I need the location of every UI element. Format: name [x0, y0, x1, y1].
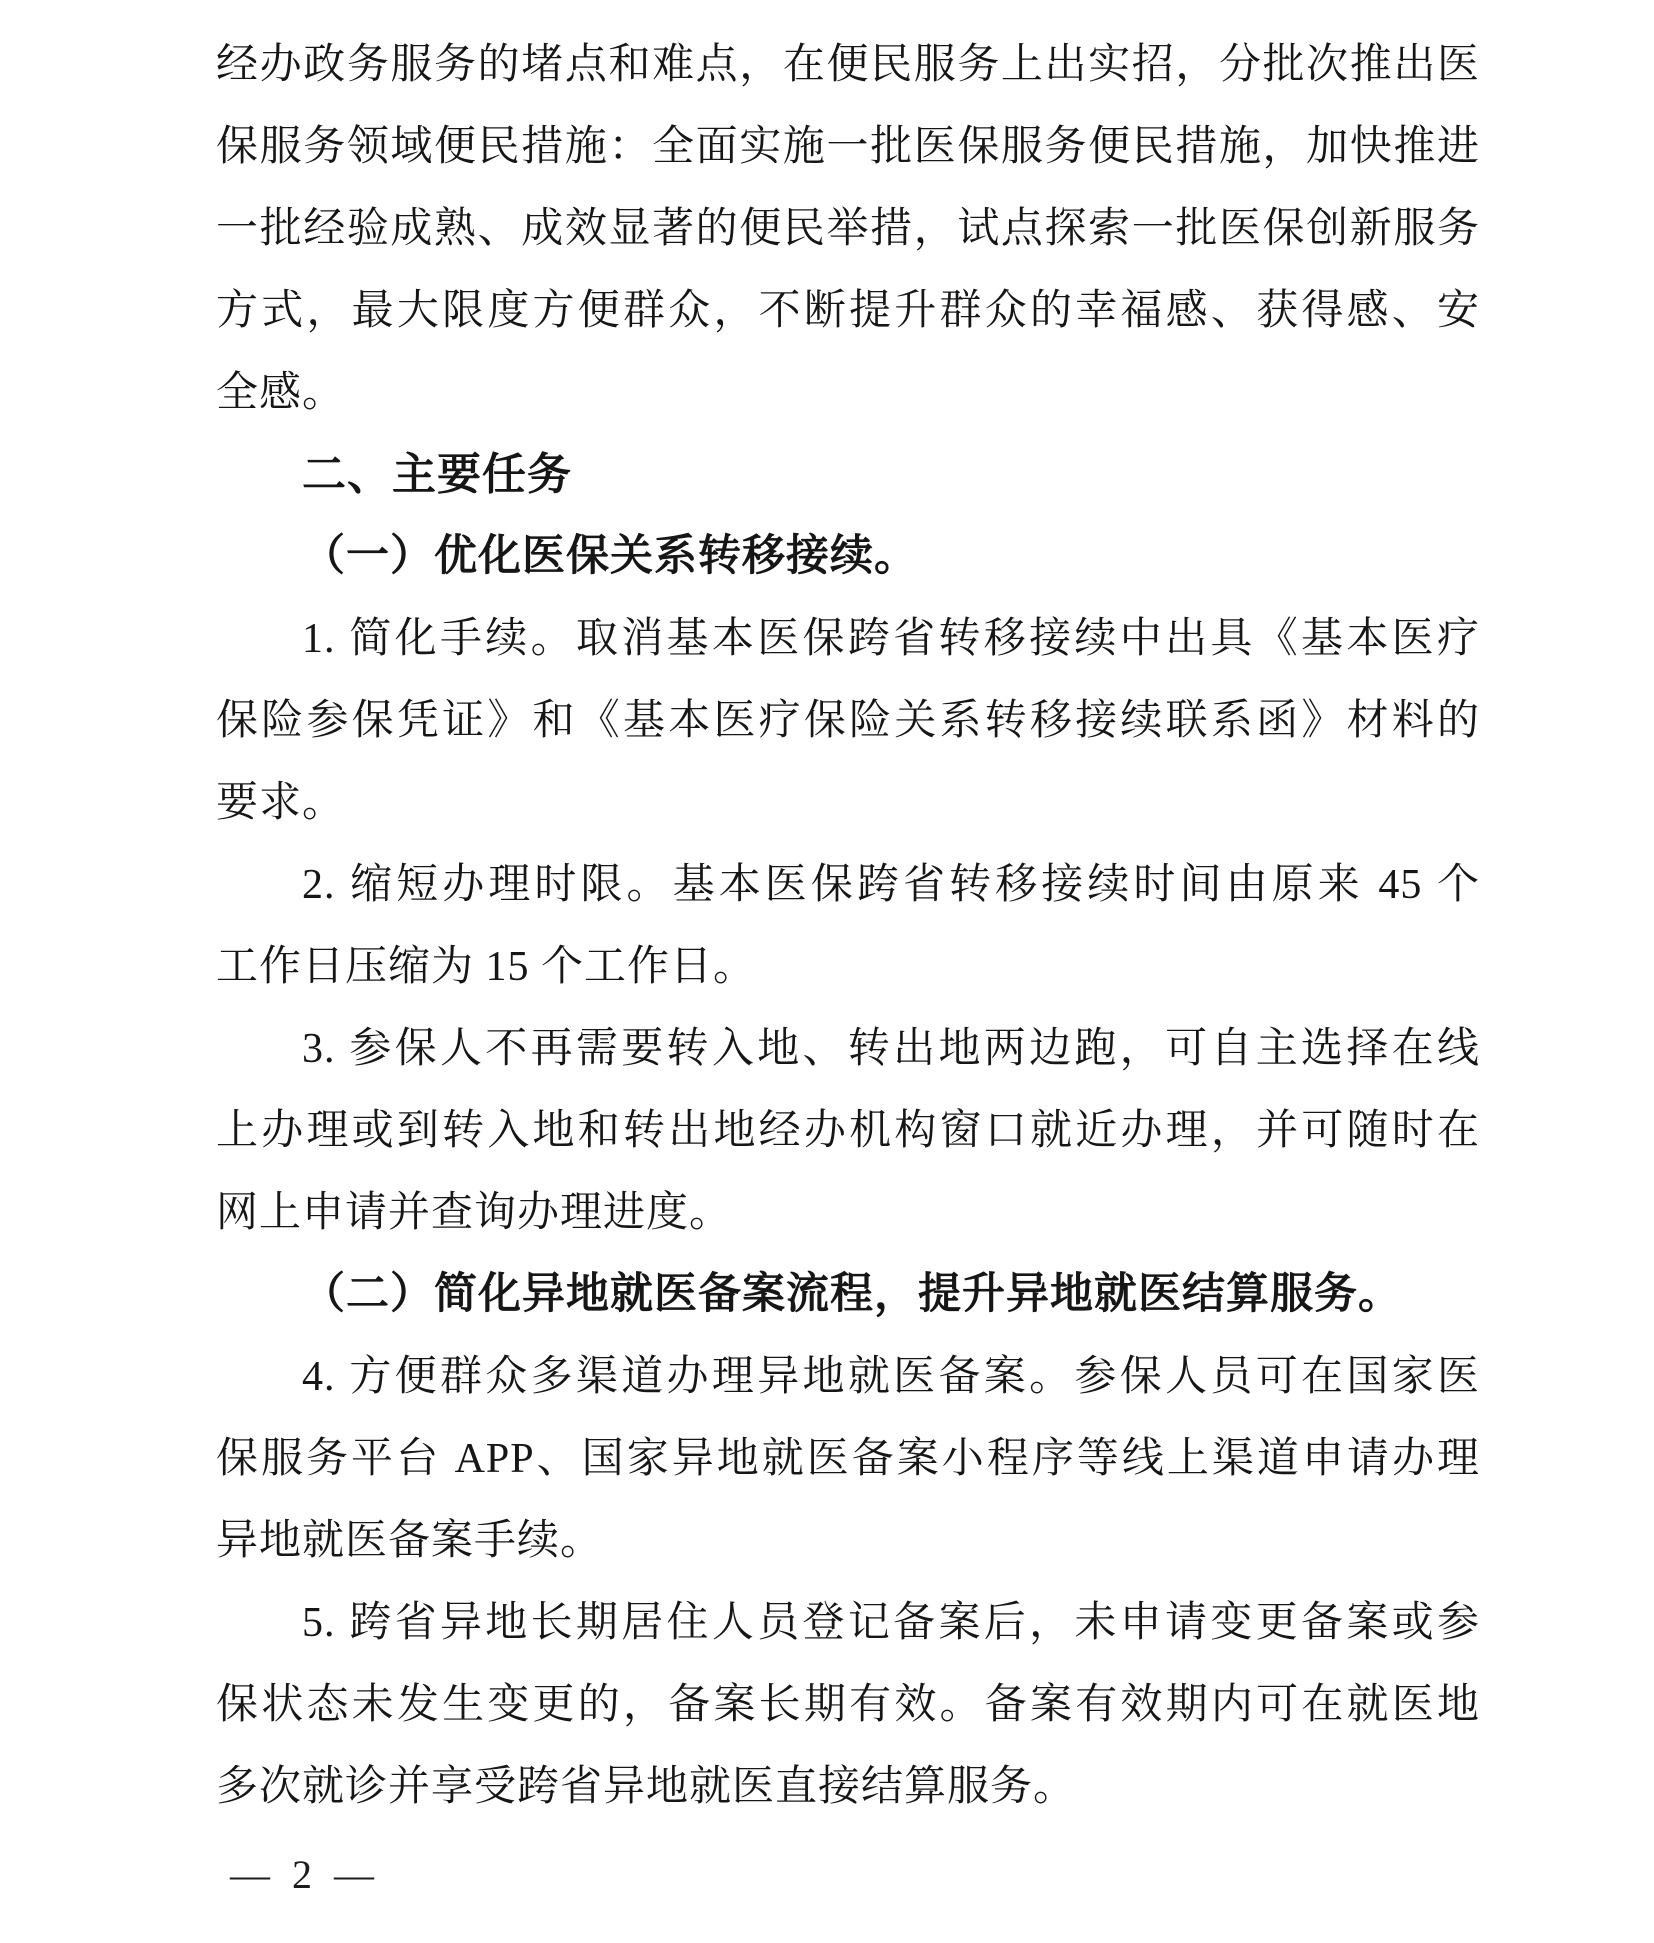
paragraph-line: 保服务领域便民措施：全面实施一批医保服务便民措施，加快推进 [216, 124, 1480, 170]
paragraph-line: 多次就诊并享受跨省异地就医直接结算服务。 [216, 1764, 1077, 1810]
section-heading: 二、主要任务 [302, 450, 572, 499]
paragraph-line: 3. 参保人不再需要转入地、转出地两边跑，可自主选择在线 [302, 1026, 1480, 1072]
paragraph-line: 网上申请并查询办理进度。 [216, 1190, 733, 1236]
paragraph-line: 要求。 [216, 780, 346, 826]
document-body [216, 24, 1480, 1828]
paragraph-line: 异地就医备案手续。 [216, 1518, 604, 1564]
paragraph-line: 保险参保凭证》和《基本医疗保险关系转移接续联系函》材料的 [216, 698, 1480, 744]
paragraph-line: 一批经验成熟、成效显著的便民举措，试点探索一批医保创新服务 [216, 206, 1480, 252]
subsection-heading: （一）优化医保关系转移接续。 [302, 533, 918, 580]
paragraph-line: 5. 跨省异地长期居住人员登记备案后，未申请变更备案或参 [302, 1600, 1480, 1646]
paragraph-line: 保状态未发生变更的，备案长期有效。备案有效期内可在就医地 [216, 1682, 1480, 1728]
paragraph-line: 4. 方便群众多渠道办理异地就医备案。参保人员可在国家医 [302, 1354, 1480, 1400]
paragraph-line: 1. 简化手续。取消基本医保跨省转移接续中出具《基本医疗 [302, 616, 1480, 662]
page-number: — 2 — [230, 1852, 380, 1897]
subsection-heading: （二）简化异地就医备案流程，提升异地就医结算服务。 [302, 1271, 1402, 1318]
paragraph-line: 经办政务服务的堵点和难点，在便民服务上出实招，分批次推出医 [216, 42, 1480, 88]
paragraph-line: 方式，最大限度方便群众，不断提升群众的幸福感、获得感、安 [216, 288, 1480, 334]
paragraph-line: 保服务平台 APP、国家异地就医备案小程序等线上渠道申请办理 [216, 1436, 1480, 1482]
paragraph-line: 2. 缩短办理时限。基本医保跨省转移接续时间由原来 45 个 [302, 862, 1480, 908]
paragraph-line: 全感。 [216, 370, 346, 416]
paragraph-line: 工作日压缩为 15 个工作日。 [216, 944, 757, 990]
paragraph-line: 上办理或到转入地和转出地经办机构窗口就近办理，并可随时在 [216, 1108, 1480, 1154]
